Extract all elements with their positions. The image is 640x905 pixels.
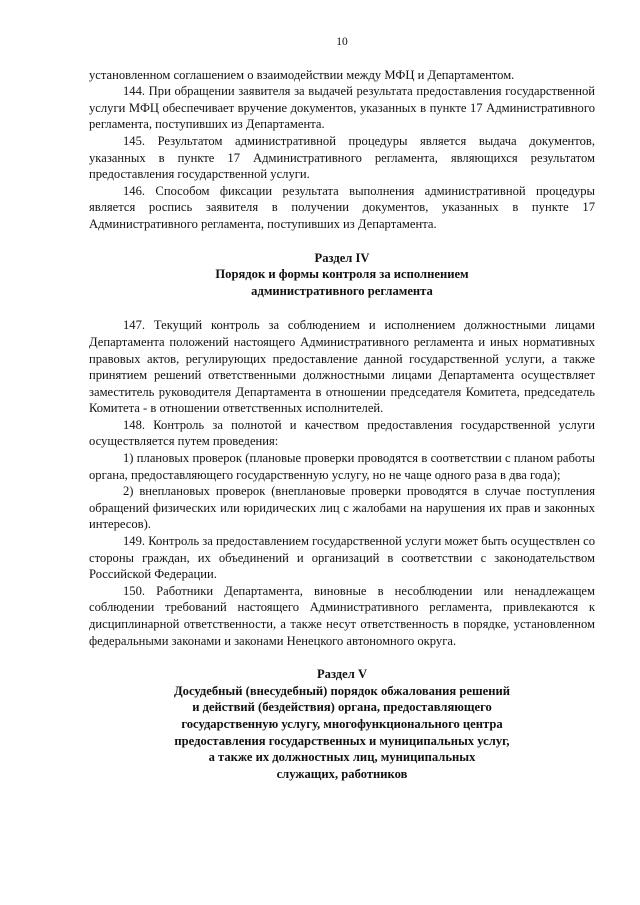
paragraph-149: 149. Контроль за предоставлением государственной услуги может быть осуществлен со стороны граждан, их объединений и организаций в соответствии с законодательством Российской Федерации.	[89, 534, 596, 582]
section-5-title-line-6: служащих, работников	[276, 766, 408, 781]
section-5-title-line-1: Досудебный (внесудебный) порядок обжалования решений	[174, 683, 510, 698]
section-5-heading: Раздел V	[316, 667, 368, 682]
section-4-title-line-1: Порядок и формы контроля за исполнением	[215, 267, 469, 282]
page-number: 10	[336, 36, 348, 48]
section-4-heading: Раздел IV	[314, 250, 370, 265]
paragraph-146: 146. Способом фиксации результата выполнения административной процедуры является роспись заявителя в получении документов, указанных в пункте 17 Административного регламента, поступивших из Департамента.	[89, 183, 595, 231]
document-page	[89, 34, 595, 782]
section-5-title-line-2: и действий (бездействия) органа, предоставляющего	[192, 700, 492, 715]
section-4-heading-block	[89, 250, 595, 300]
paragraph-144: 144. При обращении заявителя за выдачей результата предоставления государственной услуги МФЦ обеспечивает вручение документов, указанных в пункте 17 Административного регламента, поступивших из Департамента.	[89, 84, 595, 132]
paragraph-148-item-1: 1) плановых проверок (плановые проверки проводятся в соответствии с планом работы органа, предоставляющего государственную услугу, но не чаще одного раза в два года);	[89, 451, 595, 482]
section-5-heading-block	[89, 666, 595, 782]
section-5-title-line-3: государственную услугу, многофункционального центра	[181, 716, 503, 731]
section-4-title-line-2: административного регламента	[251, 283, 433, 298]
paragraph-147: 147. Текущий контроль за соблюдением и исполнением должностными лицами Департамента положений настоящего Административного регламента и иных нормативных правовых актов, регулирующих предоставление данной государственной услуги, а также принятием решений ответственными должностными лицами Департамента осуществляет заместитель руководителя Департамента в отношении председателя Комитета, председатель Комитета - в отношении ответственных исполнителей.	[89, 318, 595, 416]
paragraph-148: 148. Контроль за полнотой и качеством предоставления государственной услуги осуществляется путем проведения:	[89, 417, 595, 449]
section-5-title-line-5: а также их должностных лиц, муниципальных	[208, 750, 476, 765]
paragraph-150: 150. Работники Департамента, виновные в несоблюдении или ненадлежащем соблюдении требований настоящего Административного регламента, привлекаются к дисциплинарной ответственности, а также несут ответственность в порядке, установленном федеральными законами и законами Ненецкого автономного округа.	[89, 583, 595, 648]
paragraph-143-end: установленном соглашением о взаимодействии между МФЦ и Департаментом.	[89, 67, 515, 82]
section-5-title-line-4: предоставления государственных и муниципальных услуг,	[174, 733, 510, 748]
paragraph-145: 145. Результатом административной процедуры является выдача документов, указанных в пункте 17 Административного регламента, являющихся результатом предоставления государственной услуги.	[89, 133, 595, 182]
paragraph-148-item-2: 2) внеплановых проверок (внеплановые проверки проводятся в случае поступления обращений физических или юридических лиц с жалобами на нарушения их прав и законных интересов).	[89, 484, 595, 532]
